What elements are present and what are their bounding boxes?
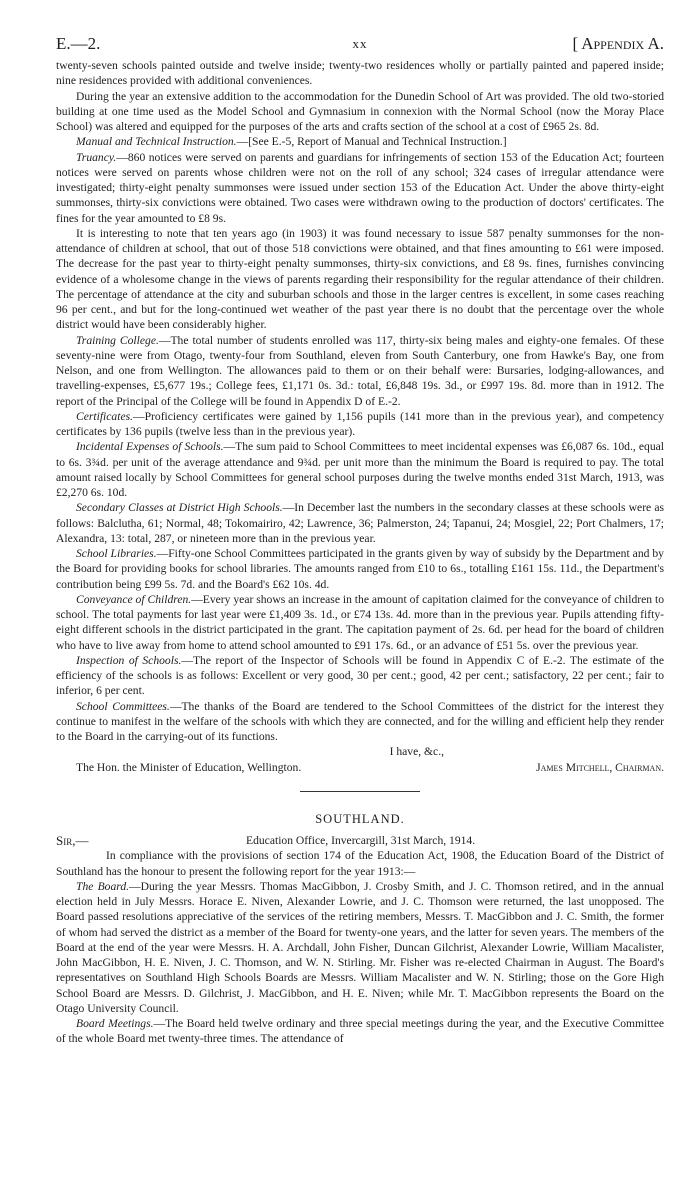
signatory: James Mitchell, Chairman. [536, 760, 664, 774]
paragraph [56, 439, 664, 500]
paragraph-heading: School Libraries. [76, 547, 157, 560]
salutation: Sir,— [56, 833, 89, 848]
header-left: E.—2. [56, 34, 101, 53]
paragraph [56, 699, 664, 745]
paragraph-text: —The sum paid to School Committees to meet incidental expenses was £6,087 6s. 10d., equal to 6s. 3¾d. per unit of the average attendance and 9¾d. per unit more than the minimum the Board is required to pay. The total amount raised locally by School Committees for general school purposes during the twelve months ended 31st March, 1913, was £2,270 6s. 10d. [56, 440, 664, 499]
body-text [56, 58, 664, 1047]
paragraph-text: —The total number of students enrolled was 117, thirty-six being males and eighty-one females. Of these seventy-nine were from Otago, twenty-four from Southland, eleven from South Canterbury, one from Hawke's Bay, one from Nelson, and one from Wellington. The allowances paid to them or on their behalf were: Bursaries, lodging-allowances, and travelling-expenses, £5,677 19s.; College fees, £1,171 0s. 3d.: total, £6,848 19s. 3d., or £997 19s. 8d. more than in 1912. The report of the Principal of the College will be found in Appendix D of E.-2. [56, 333, 665, 408]
paragraph [56, 409, 664, 440]
paragraph-heading: Certificates. [76, 409, 133, 423]
document-page [56, 28, 664, 1047]
paragraph [56, 134, 664, 149]
header-right-text: Appendix A. [581, 34, 664, 53]
paragraph-text: —The report of the Inspector of Schools will be found in Appendix C of E.-2. The estimate of the efficiency of the schools is as follows: Excellent or very good, 30 per cent.; good, 42 per cent.; satisfactory, 22 per cent.; fair to inferior, 6 per cent. [56, 653, 664, 698]
header-right: [ Appendix A. [572, 34, 664, 53]
paragraph-text: —In December last the numbers in the secondary classes at these schools were as follows: Balclutha, 61; Normal, 48; Tokomairiro, 42; Lawrence, 36; Palmerston, 24; Tapanui, 24; Mosgiel, 22; Port Chalmers, 17; Alexandra, 13: total, 287, or nineteen more than in the previous year. [56, 501, 664, 545]
paragraph [56, 1016, 664, 1047]
paragraph-heading: Truancy. [76, 150, 117, 164]
paragraph: twenty-seven schools painted outside and twelve inside; twenty-two residences wholly or partially painted and papered inside; nine residences provided with additional conveniences. [56, 59, 664, 88]
section-title: SOUTHLAND. [315, 811, 405, 826]
closing-line [56, 744, 664, 759]
paragraph [56, 592, 664, 653]
paragraph-heading: Manual and Technical Instruction. [76, 135, 237, 149]
paragraph-heading: Inspection of Schools. [76, 653, 182, 667]
paragraph-heading: Training College. [76, 333, 159, 347]
paragraph-heading: Conveyance of Children. [76, 592, 192, 606]
salutation-line [56, 833, 664, 848]
paragraph: In compliance with the provisions of section 174 of the Education Act, 1908, the Education Board of the District of Southland has the honour to present the following report for the year 1913:— [56, 849, 664, 878]
paragraph [56, 879, 664, 1016]
paragraph-heading: School Committees. [76, 699, 170, 713]
signature-line [56, 760, 664, 775]
dateline: Education Office, Invercargill, 31st March, 1914. [246, 834, 476, 847]
paragraph-text: —[See E.-5, Report of Manual and Technical Instruction.] [236, 135, 507, 149]
paragraph-text: —The Board held twelve ordinary and three special meetings during the year, and the Executive Committee of the whole Board met twenty-three times. The attendance of [56, 1017, 664, 1046]
paragraph-heading: The Board. [76, 879, 130, 893]
closing: I have, &c., [389, 745, 444, 759]
section-divider [300, 791, 420, 792]
paragraph-text: —During the year Messrs. Thomas MacGibbon, J. Crosby Smith, and J. C. Thomson retired, and in the annual election held in July Messrs. Horace E. Niven, Alexander Lowrie, and J. C. Thomson were returned, the last unopposed. The Board passed resolutions appreciative of the services of the retiring members, Messrs. T. MacGibbon and J. C. Smith, the former of whom had served the district as a member of the Board for twenty-one years, and the latter for seven years. The members of the Board at the end of the year were Messrs. H. A. Archdall, John Fisher, Duncan Gilchrist, Alexander Lowrie, William Macalister, John MacGibbon, H. E. Niven, J. C. Thomson, and W. N. Stirling. Mr. Fisher was re-elected Chairman in August. The Board's representatives on Southland High Schools Boards are Messrs. William Macalister and W. N. Stirling; those on the Gore High School Board are Messrs. D. Gilchrist, J. MacGibbon, and H. E. Niven; while Mr. T. MacGibbon represents the Board on the Otago University Council. [56, 879, 664, 1015]
paragraph-heading: Board Meetings. [76, 1017, 154, 1030]
paragraph [56, 546, 664, 592]
paragraph [56, 653, 664, 699]
page-number: xx [352, 36, 368, 51]
paragraph [56, 333, 664, 409]
paragraph: During the year an extensive addition to the accommodation for the Dunedin School of Art was provided. The old two-storied building at one time used as the Model School and Gymnasium in connexion with the Normal School (now the Moray Place School) was altered and equipped for the purposes of the arts and crafts section of the school at a cost of £965 2s. 8d. [56, 89, 664, 133]
paragraph: It is interesting to note that ten years ago (in 1903) it was found necessary to issue 587 penalty summonses for the non-attendance of children at school, that out of those 518 convictions were obtained, and that fines amounting to £61 were imposed. The decrease for the past year to thirty-eight penalty summonses, thirty-six convictions, and £8 9s. fines, furnishes convincing evidence of a wholesome change in the views of parents regarding their responsibility for the regular attendance of their children. The percentage of attendance at the city and suburban schools and those in the larger centres is excellent, in some cases reaching 96 per cent., and but for the long-continued wet weather of the past year there is no doubt that the percentage over the whole district would have been considerably higher. [56, 226, 664, 332]
addressee: The Hon. the Minister of Education, Wellington. [76, 760, 302, 774]
paragraph-heading: Incidental Expenses of Schools. [76, 440, 224, 454]
paragraph-heading: Secondary Classes at District High Schools. [76, 501, 283, 515]
paragraph-text: —The thanks of the Board are tendered to the School Committees of the district for the interest they continue to manifest in the welfare of the schools with which they are connected, and for the willing and efficient help they render to the Board in the carrying-out of its functions. [56, 699, 665, 743]
page-header [56, 28, 664, 58]
paragraph [56, 150, 664, 226]
paragraph [56, 500, 664, 546]
paragraph-text: —Proficiency certificates were gained by 1,156 pupils (141 more than in the previous year), and competency certificates by 136 pupils (twelve less than in the previous year). [56, 409, 664, 438]
paragraph-text: —Fifty-one School Committees participated in the grants given by way of subsidy by the Department and by the Board for providing books for school libraries. The amounts ranged from £10 to 6s., totalling £161 15s. 11d., the Department's contribution being £99 5s. 7d. and the Board's £62 10s. 4d. [56, 547, 664, 591]
paragraph-text: —860 notices were served on parents and guardians for infringements of section 153 of the Education Act; fourteen notices were served on parents whose children were not on the roll of any school; 324 cases of irregular attendance were investigated; thirty-eight penalty summonses were issued under section 153 of the Education Act. Under the above thirty-eight summonses, thirty-six convictions were obtained. Two cases were withdrawn owing to the production of doctors' certificates. The fines for the year amounted to £8 9s. [56, 150, 664, 225]
paragraph-text: —Every year shows an increase in the amount of capitation claimed for the conveyance of children to school. The total payments for last year were £1,409 3s. 1d., or £74 13s. 4d. more than in the previous year. Pupils attending fifty-eight different schools in the district participated in the grant. The capitation payment of 2s. 6d. per head for the board of children who have to live away from home to attend school amounted to £91 17s. 6d., or an advance of £51 5s. over the previous year. [56, 592, 664, 652]
